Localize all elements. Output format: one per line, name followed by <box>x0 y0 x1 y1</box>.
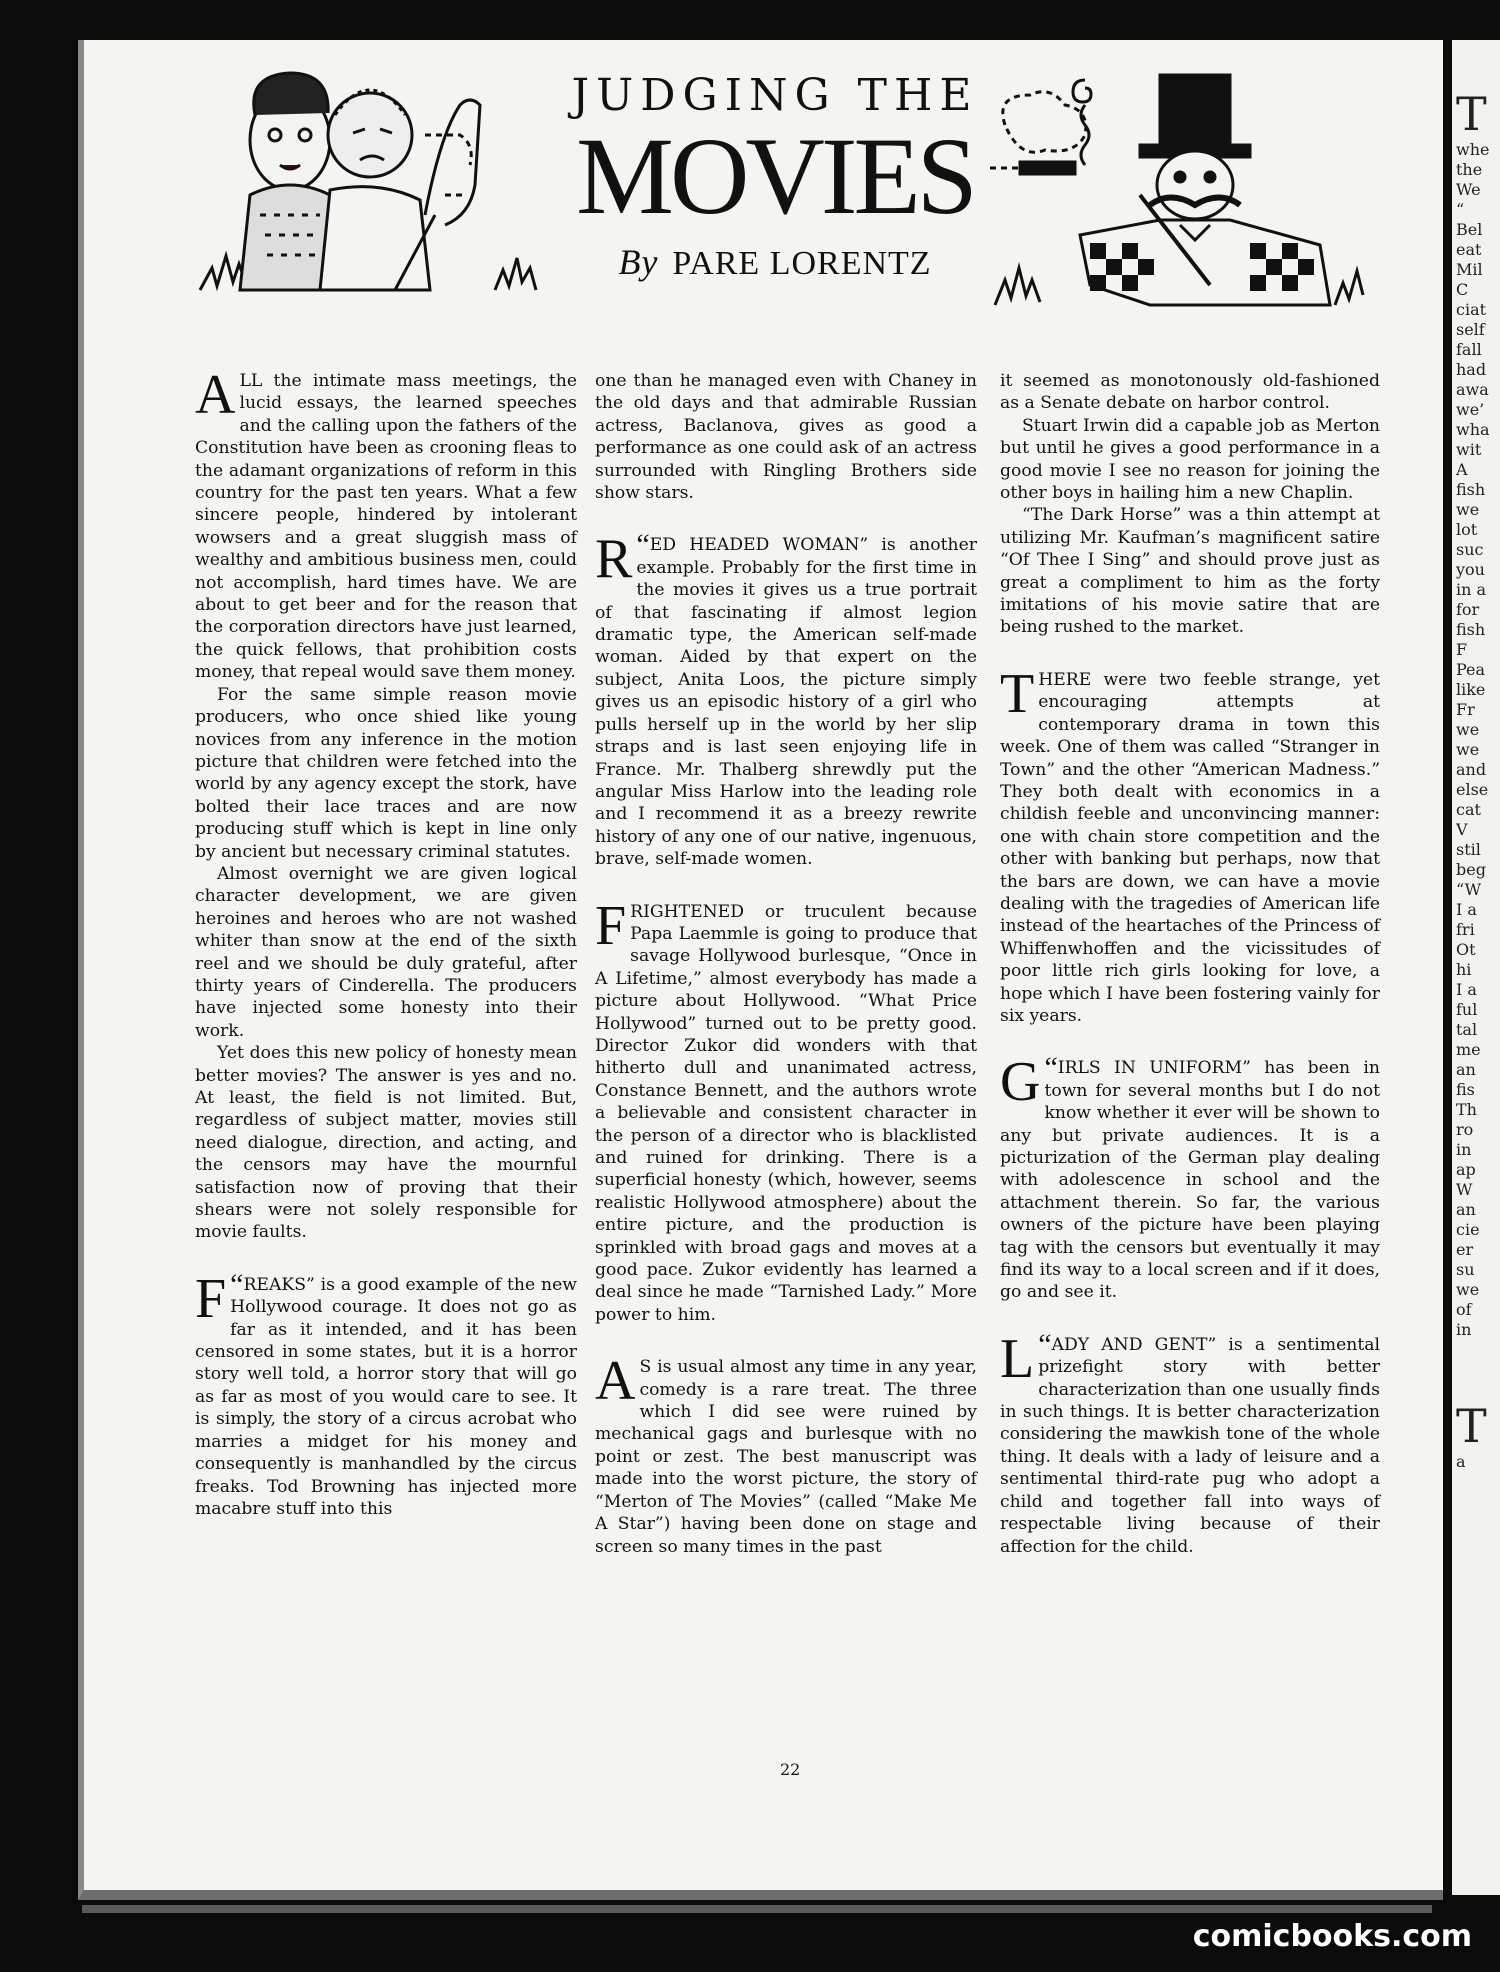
fragment-line: we <box>1456 500 1480 519</box>
fragment-line: an <box>1456 1200 1476 1219</box>
scan-border-top <box>0 0 1500 40</box>
fragment-line: Ot <box>1456 940 1476 959</box>
fragment-line: T <box>1456 1399 1487 1453</box>
fragment-line: we <box>1456 740 1480 759</box>
drop-cap: R <box>595 528 633 591</box>
fragment-line: We <box>1456 180 1481 199</box>
fragment-line: cat <box>1456 800 1481 819</box>
fragment-line: tal <box>1456 1020 1478 1039</box>
fragment-line: in a <box>1456 580 1487 599</box>
fragment-line: the <box>1456 160 1483 179</box>
fragment-line: cie <box>1456 1220 1480 1239</box>
paragraph: A S is usual almost any time in any year, comedy is a rare treat. The three which I did see were ruined by mechanical gags and burlesque with no point or zest. The best manuscript was made into the worst picture, the story of “Merton of The Movies” (called “Make Me A Star”) having been done on stage and screen so many times in the past <box>595 1350 977 1557</box>
fragment-line: awa <box>1456 380 1489 399</box>
paragraph: Almost overnight we are given logical character development, we are given heroines and heroes who are not washed whiter than snow at the end of the sixth reel and we should be duly grateful, after thirty years of Cinderella. The producers have injected some honesty into their work. <box>195 863 577 1041</box>
fragment-line: suc <box>1456 540 1484 559</box>
fragment-line: “ <box>1456 200 1465 219</box>
fragment-line: wit <box>1456 440 1482 459</box>
fragment-line: an <box>1456 1060 1476 1079</box>
paragraph: “ F REAKS” is a good example of the new Hollywood courage. It does not go as far as it intended, and it has been censored in some states, but it is a horror story well told, a horror story that will go as far as most of you would care to see. It is simply, the story of a circus acrobat who marries a midget for his money and consequently is manhandled by the circus freaks. Tod Browning has injected more macabre stuff into this <box>195 1267 577 1519</box>
fragment-line: you <box>1456 560 1485 579</box>
text-column-3 <box>1000 370 1380 1558</box>
paragraph: “ G IRLS IN UNIFORM” has been in town for several months but I do not know whether it ever will be shown to any but private audiences. It is a picturization of the German play dealing with adolescence in school and the attachment therein. So far, the various owners of the picture have been playing tag with the censors but eventually it may find its way to a local screen and if it does, go and see it. <box>1000 1051 1380 1303</box>
paragraph: THERE were two feeble strange, yet encouraging attempts at contemporary drama in town this week. One of them was called “Stranger in Town” and the other “American Madness.” They both dealt with economics in a childish feeble and unconvincing manner: one with chain store competition and the other with banking but perhaps, now that the bars are down, we can have a movie dealing with the tragedies of American life instead of the heartaches of the Princess of Whiffenwhoffen and the vicissitudes of poor little rich girls looking for love, a hope which I have been fostering vainly for six years. <box>1000 662 1380 1026</box>
fragment-line: T <box>1456 87 1487 141</box>
fragment-line: a <box>1456 1452 1466 1471</box>
fragment-line: beg <box>1456 860 1486 879</box>
article-title: MOVIES <box>576 115 974 237</box>
drop-cap: G <box>1000 1051 1041 1114</box>
fragment-line: W <box>1456 1180 1473 1199</box>
byline-by: By <box>618 242 659 282</box>
fragment-line: I a <box>1456 980 1477 999</box>
fragment-line: V <box>1456 820 1468 839</box>
fragment-line: fri <box>1456 920 1475 939</box>
title-kicker: JUDGING THE <box>571 70 979 121</box>
drop-cap: A <box>595 1350 636 1413</box>
fragment-line: A <box>1456 460 1468 479</box>
fragment-line: Mil <box>1456 260 1483 279</box>
paragraph: FRIGHTENED or truculent because Papa Laemmle is going to produce that savage Hollywood burlesque, “Once in A Lifetime,” almost everybody has made a picture about Hollywood. “What Price Hollywood” turned out to be pretty good. Director Zukor did wonders with that hitherto dull and unanimated actress, Constance Bennett, and the authors wrote a believable and consistent character in the person of a director who is blacklisted and ruined for drinking. There is a superficial honesty (which, however, seems realistic Hollywood atmosphere) about the entire picture, and the production is sprinkled with broad gags and moves at a good pace. Zukor evidently has learned a deal since he made “Tarnished Lady.” More power to him. <box>595 894 977 1325</box>
fragment-line: of <box>1456 1300 1472 1319</box>
byline <box>560 241 990 283</box>
fragment-line: “W <box>1456 880 1482 899</box>
fragment-line: su <box>1456 1260 1475 1279</box>
fragment-line: we <box>1456 720 1480 739</box>
fragment-line: we’ <box>1456 400 1485 419</box>
paragraph: For the same simple reason movie producers, who once shied like young novices from any inference in the motion picture that children were fetched into the world by any agency except the stork, have bolted their lace traces and are now producing stuff which is kept in line only by ancient but necessary criminal statutes. <box>195 684 577 862</box>
fragment-line: hi <box>1456 960 1472 979</box>
fragment-line: wha <box>1456 420 1490 439</box>
fragment-line: er <box>1456 1240 1474 1259</box>
drop-cap: A <box>195 364 236 426</box>
paragraph: Yet does this new policy of honesty mean better movies? The answer is yes and no. At least, the field is not limited. But, regardless of subject matter, movies still need dialogue, direction, and acting, and the censors may have the mournful satisfaction now of proving that their shears were not solely responsible for movie faults. <box>195 1043 577 1243</box>
fragment-line: in <box>1456 1320 1472 1339</box>
fragment-line: whe <box>1456 140 1490 159</box>
fragment-line: me <box>1456 1040 1481 1059</box>
article-header <box>560 70 990 283</box>
paragraph: “ R ED HEADED WOMAN” is another example. Probably for the first time in the movies it gives us a true portrait of that fascinating if almost legion dramatic type, the American self-made woman. Aided by that expert on the subject, Anita Loos, the picture simply gives us an episodic history of a girl who pulls herself up in the world by her slip straps and is last seen enjoying life in France. Mr. Thalberg shrewdly put the angular Miss Harlow into the leading role and I recommend it as a breezy rewrite history of any one of our native, ingenuous, brave, self-made women. <box>595 528 977 870</box>
text-column-1 <box>195 364 577 1520</box>
paragraph: it seemed as monotonously old-fashioned as a Senate debate on harbor control. <box>1000 371 1380 414</box>
fragment-line: Bel <box>1456 220 1483 239</box>
watermark: comicbooks.com <box>1192 1919 1472 1954</box>
paragraph: one than he managed even with Chaney in the old days and that admirable Russian actress, Baclanova, gives as good a performance as one could ask of an actress surrounded with Ringling Brothers side show stars. <box>595 371 977 504</box>
fragment-line: Th <box>1456 1100 1477 1119</box>
fragment-line: like <box>1456 680 1486 699</box>
fragment-line: Pea <box>1456 660 1486 679</box>
paragraph: “ L ADY AND GENT” is a sentimental prizefight story with better characterization than one usually finds in such things. It is better characterization considering the mawkish tone of the whole thing. It deals with a lady of leisure and a sentimental third-rate pug who adopt a child and together fall into ways of respectable living because of their affection for the child. <box>1000 1327 1380 1557</box>
cartoon-couple-gesturing-icon <box>195 65 575 320</box>
author-name: PARE LORENTZ <box>672 245 932 282</box>
fragment-line: fall <box>1456 340 1482 359</box>
fragment-line: C <box>1456 280 1469 299</box>
fragment-line: and <box>1456 760 1487 779</box>
paragraph: “The Dark Horse” was a thin attempt at utilizing Mr. Kaufman’s magnificent satire “Of Thee I Sing” and should prove just as great a compliment to him as the forty imitations of his movie satire that are being rushed to the market. <box>1000 505 1380 638</box>
fragment-line: else <box>1456 780 1489 799</box>
fragment-line: had <box>1456 360 1487 379</box>
cartoon-gentleman-with-pistol-icon <box>990 65 1385 320</box>
text-column-2 <box>595 370 977 1558</box>
fragment-line: for <box>1456 600 1480 619</box>
fragment-line: F <box>1456 640 1468 659</box>
fragment-line: fish <box>1456 480 1486 499</box>
drop-cap: F <box>195 1267 227 1330</box>
fragment-line: self <box>1456 320 1485 339</box>
fragment-line: in <box>1456 1140 1472 1159</box>
page-edge-shadow <box>82 1905 1432 1913</box>
paragraph: Stuart Irwin did a capable job as Merton but until he gives a good performance in a good movie I see no reason for joining the other boys in hailing him a new Chaplin. <box>1000 415 1380 504</box>
fragment-line: fish <box>1456 620 1486 639</box>
fragment-line: lot <box>1456 520 1478 539</box>
fragment-line: ap <box>1456 1160 1476 1179</box>
fragment-line: Fr <box>1456 700 1475 719</box>
page-number: 22 <box>780 1760 801 1779</box>
fragment-line: ciat <box>1456 300 1487 319</box>
paragraph: ALL the intimate mass meetings, the lucid essays, the learned speeches and the calling upon the fathers of the Constitution have been as crooning fleas to the adamant organizations of reform in this country for the past ten years. What a few sincere people, hindered by intolerant wowsers and a great sluggish mass of wealthy and ambitious business men, could not accomplish, hard times have. We are about to get beer and for the reason that the corporation directors have just learned, the quick fellows, that prohibition costs money, that repeal would save them money. <box>195 364 577 683</box>
fragment-line: we <box>1456 1280 1480 1299</box>
fragment-line: eat <box>1456 240 1482 259</box>
fragment-line: ro <box>1456 1120 1474 1139</box>
fragment-line: ful <box>1456 1000 1478 1019</box>
drop-cap: T <box>1000 662 1035 725</box>
drop-cap: L <box>1000 1327 1035 1390</box>
adjacent-page-fragment <box>1452 40 1500 1895</box>
fragment-line: I a <box>1456 900 1477 919</box>
fragment-line: fis <box>1456 1080 1475 1099</box>
fragment-line: stil <box>1456 840 1481 859</box>
drop-cap: F <box>595 894 627 957</box>
